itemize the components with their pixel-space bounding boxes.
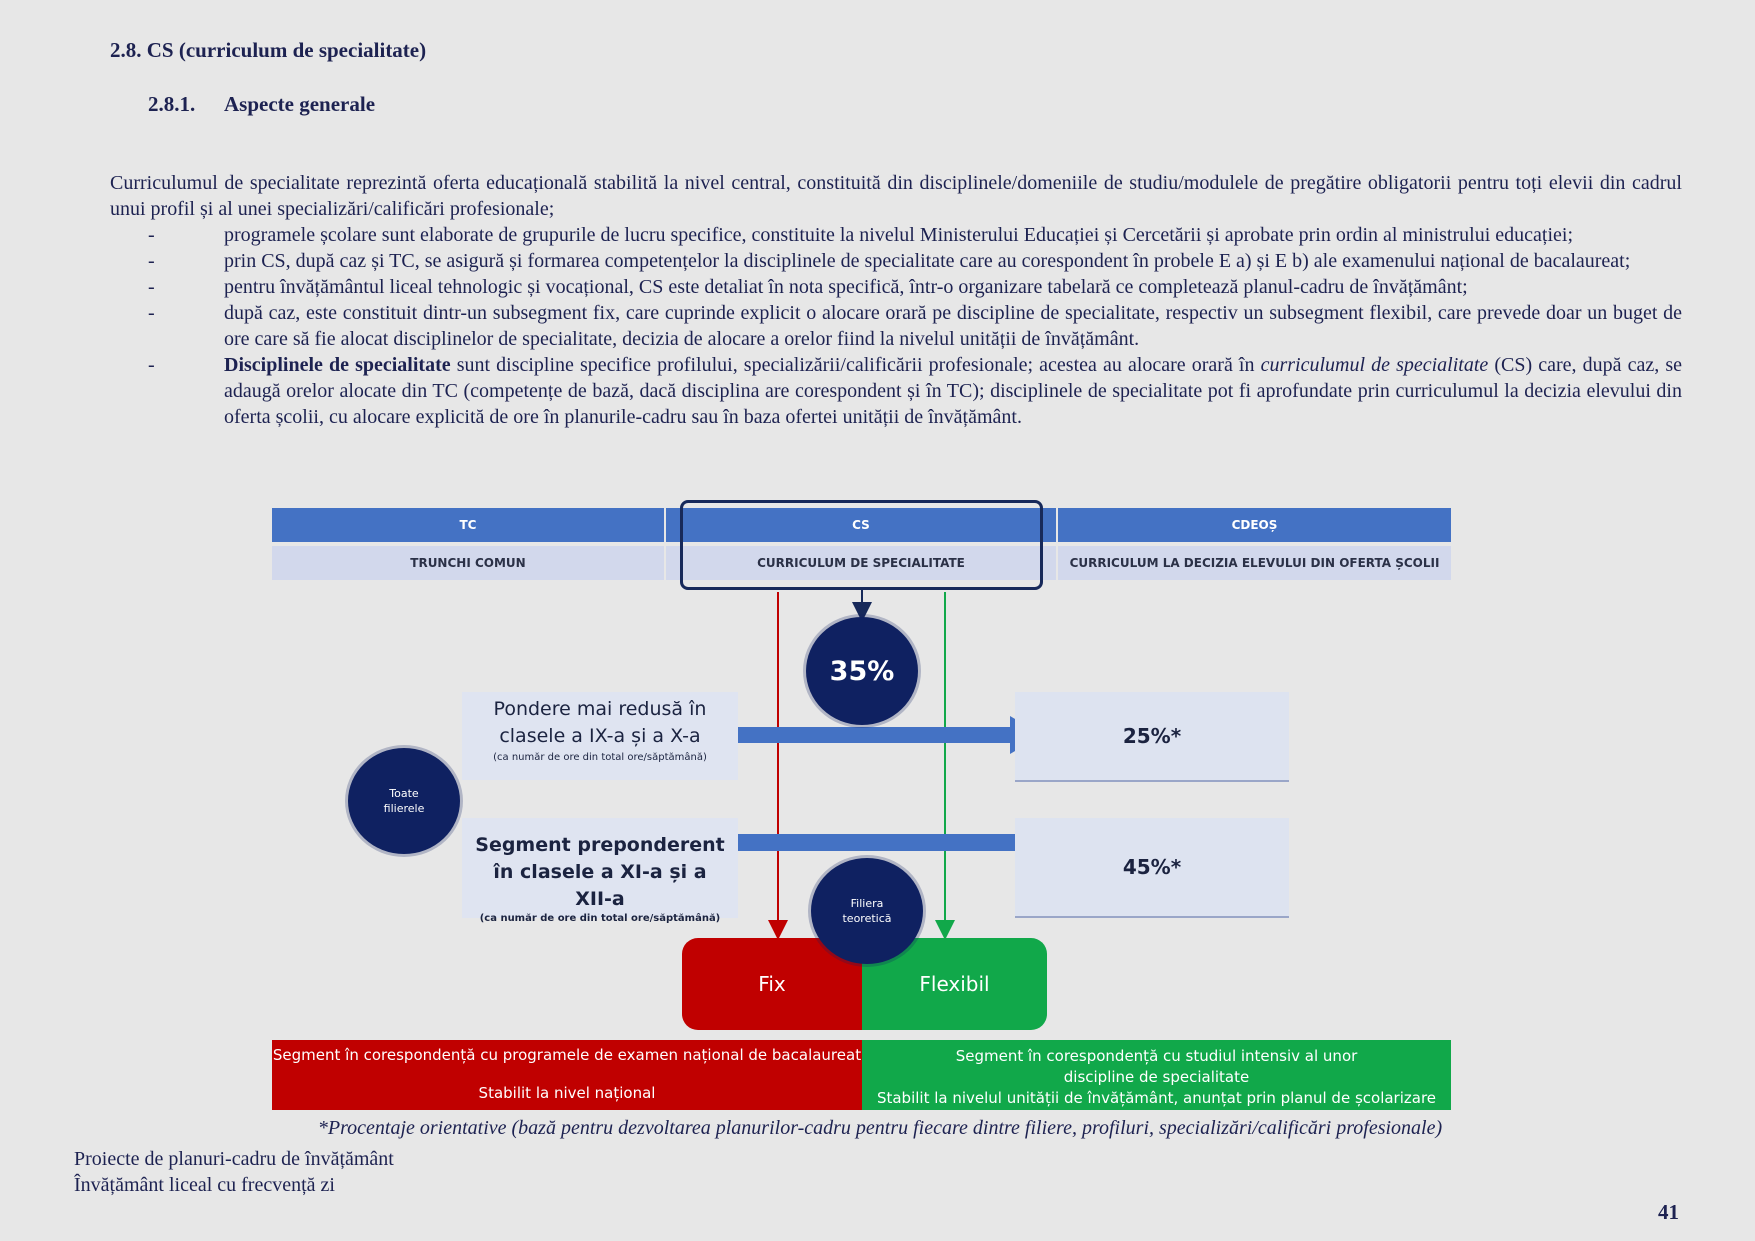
page-number: 41	[1658, 1200, 1679, 1224]
pondere-note: (ca număr de ore din total ore/săptămână)	[493, 752, 707, 763]
flex-description-line2: Stabilit la nivelul unității de învățământ, anunțat prin planul de școlarizare	[876, 1089, 1437, 1107]
sub-curriculum-specialitate: CURRICULUM DE SPECIALITATE	[666, 546, 1056, 580]
bullet-text: programele școlare sunt elaborate de grupurile de lucru specifice, constituite la nivelul Ministerului Educației și Cercetării și aprobate prin ordin al ministrului educației;	[224, 224, 1573, 246]
arrow-to-25	[738, 716, 1042, 754]
cs-highlight-frame	[680, 500, 1043, 590]
bullet-dash: -	[148, 250, 155, 272]
toate-filierele-circle: Toate filierele	[348, 748, 460, 854]
segment-box	[462, 818, 738, 924]
fix-segment: Fix	[682, 938, 862, 1030]
segment-note: (ca număr de ore din total ore/săptămână)	[479, 913, 721, 924]
subsection-number: 2.8.1.	[148, 92, 196, 116]
percent-25-box: 25%*	[1015, 692, 1289, 782]
sub-cdeos: CURRICULUM LA DECIZIA ELEVULUI DIN OFERTA ȘCOLII	[1058, 546, 1451, 580]
filiera-teoretica-circle: Filiera teoretică	[811, 858, 923, 964]
bullet-text: (CS) care, după caz, se adaugă orelor alocate din TC (competențe de bază, dacă disciplina are corespondent și în TC); disciplinele de specialitate pot fi aprofundate prin curriculumul la decizia elevului din oferta școlii, cu alocare explicită de ore în planurile-cadru sau în baza ofertei unității de învățământ.	[224, 354, 1683, 428]
flex-description-line1: Segment în corespondență cu studiul intensiv al unor discipline de specialitate	[955, 1047, 1358, 1086]
fix-description-line1: Segment în corespondență cu programele de examen național de bacalaureat	[272, 1046, 862, 1064]
fix-description-line2: Stabilit la nivel național	[478, 1084, 656, 1102]
section-heading: 2.8. CS (curriculum de specialitate)	[110, 38, 427, 62]
arrow-to-45	[738, 823, 1055, 862]
bullet-bold-term: Disciplinele de specialitate	[224, 354, 451, 376]
header-cdeos: CDEOȘ	[1058, 508, 1451, 542]
subsection-title: Aspecte generale	[224, 92, 376, 116]
percent-45-box: 45%*	[1015, 818, 1289, 918]
bullet-italic-term: curriculumul de specialitate	[1260, 354, 1489, 376]
bullet-text: după caz, este constituit dintr-un subsegment fix, care cuprinde explicit o alocare orară pe discipline de specialitate, respectiv un subsegment flexibil, care prevede doar un buget de ore care să fie alocat disciplinelor de specialitate, decizia de alocare a orelor fiind la nivelul unității de învățământ.	[224, 302, 1682, 350]
bullet-text: pentru învățământul liceal tehnologic și vocațional, CS este detaliat în nota specifică, într-o organizare tabelară ce completează planul-cadru de învățământ;	[224, 276, 1468, 298]
footnote: *Procentaje orientative (bază pentru dezvoltarea planurilor-cadru pentru fiecare dintre filiere, profiluri, specializări/calificări profesionale)	[317, 1117, 1443, 1139]
fix-description	[272, 1040, 862, 1110]
bullet-dash: -	[148, 302, 155, 324]
bullet-dash: -	[148, 224, 155, 246]
sub-trunchi-comun: TRUNCHI COMUN	[272, 546, 664, 580]
pondere-title: Pondere mai redusă în clasele a IX-a și a X-a	[493, 698, 707, 747]
footer-line-2: Învățământ liceal cu frecvență zi	[74, 1174, 335, 1196]
flexibil-segment: Flexibil	[862, 938, 1047, 1030]
cs-percent-circle: 35%	[806, 617, 918, 725]
bullet-text: prin CS, după caz și TC, se asigură și formarea competențelor la disciplinele de specialitate care au corespondent în probele E a) și E b) ale examenului național de bacalaureat;	[224, 250, 1631, 272]
pondere-box	[462, 692, 738, 780]
bullet-dash: -	[148, 276, 155, 298]
segment-title: Segment preponderent în clasele a XI-a și a XII-a	[475, 834, 725, 910]
intro-paragraph: Curriculumul de specialitate reprezintă oferta educațională stabilită la nivel central, constituită din disciplinele/domeniile de studiu/modulele de pregătire obligatorii pentru toți elevii din cadrul unui profil și al unei specializări/calificări profesionale;	[110, 172, 1682, 220]
bullet-dash: -	[148, 354, 155, 376]
header-tc: TC	[272, 508, 664, 542]
footer-line-1: Proiecte de planuri-cadru de învățământ	[74, 1148, 394, 1170]
bullet-text: sunt discipline specifice profilului, specializării/calificării profesionale; acestea au alocare orară în	[450, 354, 1261, 376]
header-cs: CS	[666, 508, 1056, 542]
flex-description	[862, 1040, 1451, 1110]
